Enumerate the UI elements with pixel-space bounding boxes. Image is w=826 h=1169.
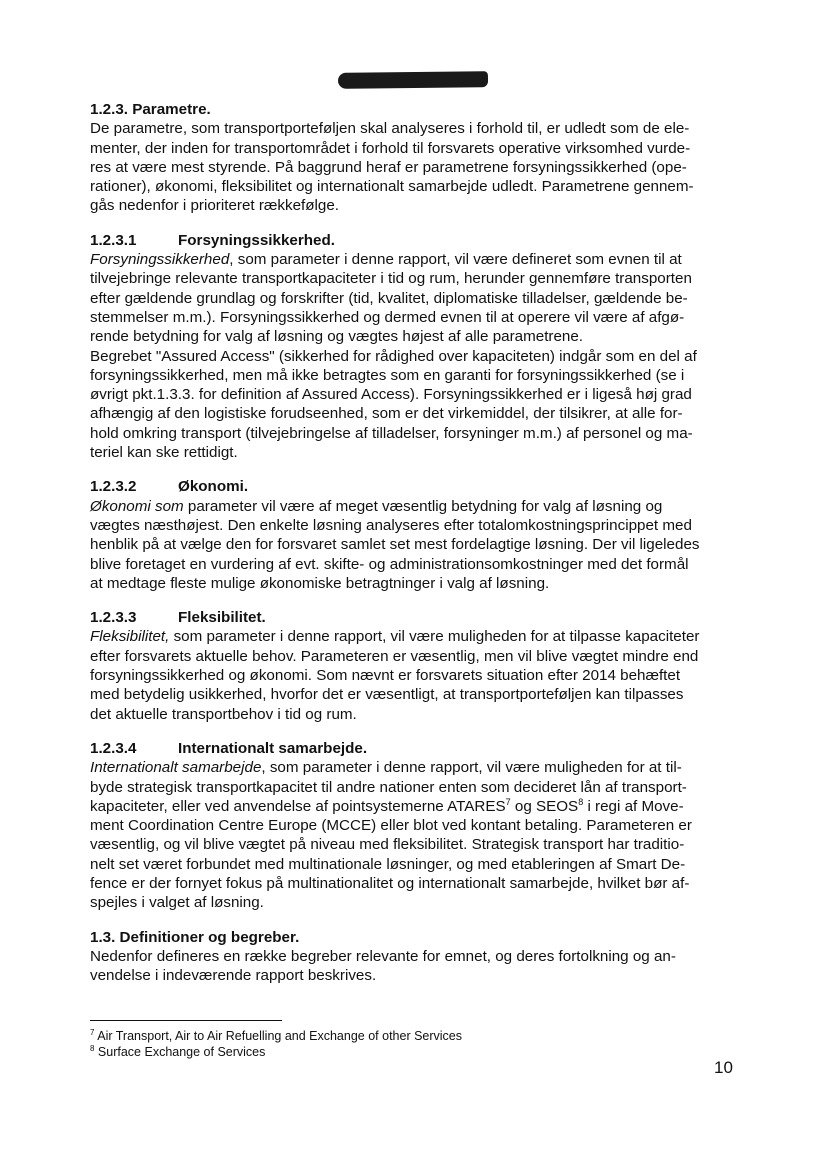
text-line — [90, 497, 740, 516]
text-run: i regi af Move- — [583, 797, 684, 815]
term-italic: Forsyningssikkerhed — [90, 251, 230, 269]
text-line: res at være mest styrende. På baggrund heraf er parametrene forsyningssikkerhed (ope- — [90, 158, 687, 176]
subsection-title: Forsyningssikkerhed. — [178, 231, 335, 249]
section-paragraph — [90, 250, 740, 462]
text-run: kapaciteter, eller ved anvendelse af pointsystemerne ATARES — [90, 797, 506, 815]
text-line: afhængig af den logistiske forudseenhed, som er det virkemiddel, der tilsikrer, at alle for- — [90, 405, 683, 423]
text-line: De parametre, som transportporteføljen skal analyseres i forhold til, er udledt som de ele- — [90, 120, 690, 138]
subsection-number: 1.2.3.3 — [90, 609, 137, 627]
text-line: det aktuelle transportbehov i tid og rum. — [90, 705, 357, 723]
section-paragraph — [90, 627, 740, 723]
text-line: byde strategisk transportkapacitet til andre nationer enten som decideret lån af transport- — [90, 778, 687, 796]
text-line: tilvejebringe relevante transportkapaciteter i tid og rum, herunder gennemføre transporten — [90, 270, 692, 288]
text-line — [90, 797, 740, 816]
subsection-number: 1.2.3.1 — [90, 231, 137, 249]
subsection-heading — [90, 231, 740, 250]
text-line: henblik på at vælge den for forsvaret samlet set mest fordelagtige løsning. Der vil ligeledes — [90, 536, 700, 554]
text-line: rationer), økonomi, fleksibilitet og internationalt samarbejde udledt. Parametrene gennem- — [90, 178, 694, 196]
footnote-ref[interactable]: 7 — [505, 796, 511, 807]
subsection-heading — [90, 477, 740, 496]
section-heading: 1.2.3. Parametre. — [90, 101, 211, 118]
text-line: forsyningssikkerhed og økonomi. Som nævnt er forsvarets situation efter 2014 behæftet — [90, 667, 681, 685]
text-line: vendelse i indeværende rapport beskrives. — [90, 967, 377, 985]
term-italic: Økonomi som — [90, 497, 184, 515]
text-run: , som parameter i denne rapport, vil være defineret som evnen til at — [229, 251, 682, 269]
text-run: , som parameter i denne rapport, vil være muligheden for at til- — [261, 759, 682, 777]
subsection-number: 1.2.3.2 — [90, 478, 137, 496]
text-line: Begrebet "Assured Access" (sikkerhed for rådighed over kapaciteten) indgår som en del af — [90, 347, 697, 365]
section-paragraph — [90, 119, 740, 215]
text-line: menter, der inden for transportområdet i forhold til forsvarets operative virksomhed vurde- — [90, 139, 691, 157]
text-line: væsentlig, og vil blive vægtet på niveau med fleksibilitet. Strategisk transport har traditio- — [90, 836, 685, 854]
text-run: som parameter i denne rapport, vil være muligheden for at tilpasse kapaciteter — [169, 628, 700, 646]
section-1-2-3-1 — [90, 231, 740, 463]
subsection-title: Internationalt samarbejde. — [178, 739, 368, 757]
text-line — [90, 627, 740, 646]
footnotes — [90, 1028, 462, 1060]
section-1-2-3 — [90, 100, 740, 216]
text-line: teriel kan ske rettidigt. — [90, 444, 238, 462]
subsection-heading — [90, 608, 740, 627]
text-line: stemmelser m.m.). Forsyningssikkerhed og dermed evnen til at operere vil være af afgø- — [90, 308, 685, 326]
footnote-mark: 8 — [90, 1043, 95, 1053]
section-1-2-3-2 — [90, 477, 740, 593]
footnote-ref[interactable]: 8 — [578, 796, 584, 807]
section-1-3 — [90, 928, 740, 986]
section-paragraph — [90, 758, 740, 912]
section-paragraph — [90, 497, 740, 593]
text-line: vægtes næsthøjest. Den enkelte løsning analyseres efter totalomkostningsprincippet med — [90, 516, 692, 534]
footnote-divider — [90, 1020, 282, 1021]
text-line: nelt set været forbundet med multinationale løsninger, og med etableringen af Smart De- — [90, 855, 686, 873]
section-1-2-3-4 — [90, 739, 740, 913]
redacted-header-mark — [338, 71, 488, 89]
term-italic: Internationalt samarbejde — [90, 759, 262, 777]
subsection-number: 1.2.3.4 — [90, 739, 137, 757]
text-line: efter gældende grundlag og forskrifter (tid, kvalitet, diplomatiske tilladelser, gældende be- — [90, 289, 688, 307]
footnote — [90, 1028, 462, 1044]
text-line: efter forsvarets aktuelle behov. Parameteren er væsentlig, men vil blive vægtet mindre end — [90, 647, 699, 665]
text-line: øvrigt pkt.1.3.3. for definition af Assured Access). Forsyningssikkerhed er i ligeså høj grad — [90, 386, 692, 404]
section-paragraph — [90, 947, 740, 986]
section-1-2-3-3 — [90, 608, 740, 724]
text-line: rende betydning for valg af løsning og vægtes højest af alle parametrene. — [90, 328, 584, 346]
document-body — [90, 100, 740, 1000]
text-line: spejles i valget af løsning. — [90, 894, 264, 912]
text-line: med betydelig usikkerhed, hvorfor det er væsentligt, at transportporteføljen kan tilpasses — [90, 686, 684, 704]
page-number: 10 — [714, 1058, 733, 1077]
text-run: parameter vil være af meget væsentlig betydning for valg af løsning og — [183, 497, 663, 515]
footnote-text: Surface Exchange of Services — [94, 1045, 266, 1059]
subsection-title: Fleksibilitet. — [178, 609, 266, 627]
text-line: blive foretaget en vurdering af evt. skifte- og administrationsomkostninger med det formål — [90, 555, 689, 573]
text-line: forsyningssikkerhed, men må ikke betragtes som en garanti for forsyningssikkerhed (se i — [90, 366, 685, 384]
term-italic: Fleksibilitet, — [90, 628, 170, 646]
text-line: gås nedenfor i prioriteret rækkefølge. — [90, 197, 340, 215]
text-line: hold omkring transport (tilvejebringelse af tilladelser, forsyninger m.m.) af personel og ma- — [90, 424, 693, 442]
footnote-mark: 7 — [90, 1027, 95, 1037]
text-line — [90, 250, 740, 269]
text-run: og SEOS — [510, 797, 579, 815]
text-line: Nedenfor defineres en række begreber relevante for emnet, og deres fortolkning og an- — [90, 947, 676, 965]
footnote-text: Air Transport, Air to Air Refuelling and Exchange of other Services — [94, 1029, 463, 1043]
text-line: at medtage fleste mulige økonomiske betragtninger i valg af løsning. — [90, 574, 550, 592]
text-line: fence er der fornyet fokus på multinationalitet og internationalt samarbejde, hvilket bør af- — [90, 874, 690, 892]
subsection-heading — [90, 739, 740, 758]
section-heading: 1.3. Definitioner og begreber. — [90, 928, 300, 946]
text-line — [90, 758, 740, 777]
text-line: ment Coordination Centre Europe (MCCE) eller blot ved kontant betaling. Parameteren er — [90, 817, 692, 835]
footnote — [90, 1044, 462, 1060]
subsection-title: Økonomi. — [178, 478, 249, 496]
